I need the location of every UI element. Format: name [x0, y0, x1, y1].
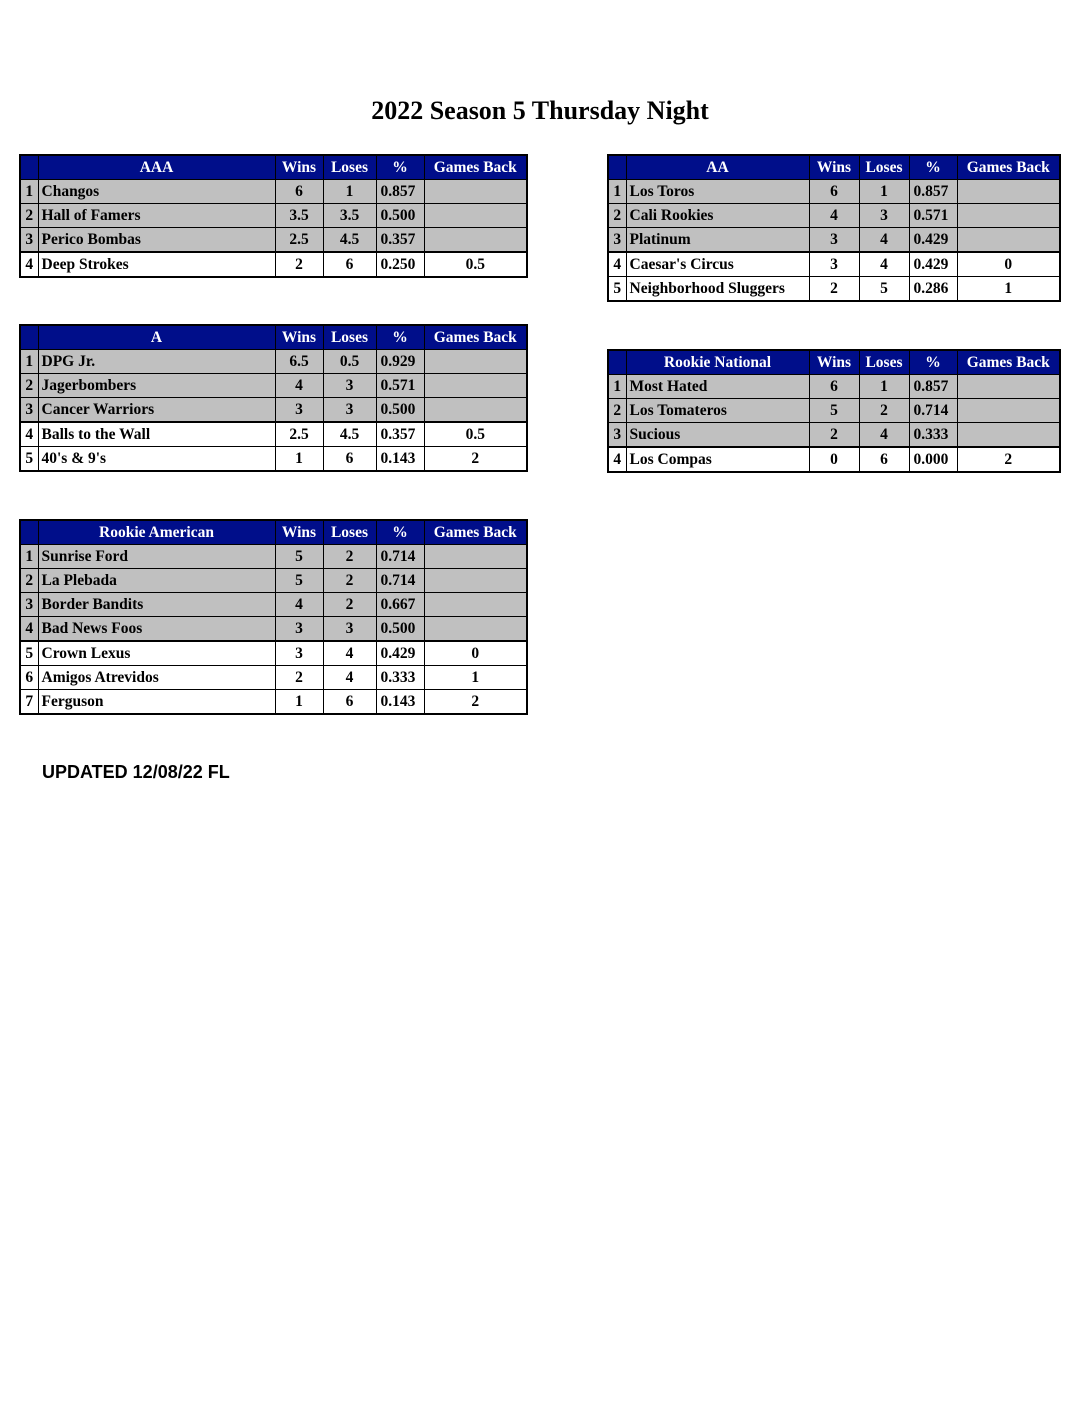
- team-loses: 4.5: [323, 228, 376, 253]
- team-name: 40's & 9's: [38, 447, 275, 472]
- team-games-back: [957, 204, 1060, 228]
- team-games-back: [424, 228, 527, 253]
- team-name: Neighborhood Sluggers: [626, 277, 809, 302]
- team-pct: 0.429: [909, 228, 957, 253]
- team-wins: 3: [275, 617, 323, 642]
- team-loses: 4: [859, 228, 909, 253]
- table-row: [20, 617, 527, 642]
- team-wins: 5: [275, 569, 323, 593]
- team-games-back: [424, 545, 527, 569]
- table-row: [20, 641, 527, 666]
- team-name: Los Tomateros: [626, 399, 809, 423]
- team-wins: 3: [809, 252, 859, 277]
- team-pct: 0.714: [376, 545, 424, 569]
- header-corner: [20, 155, 38, 180]
- team-games-back: 0.5: [424, 252, 527, 277]
- col-wins-header: Wins: [809, 155, 859, 180]
- team-games-back: 1: [424, 666, 527, 690]
- team-loses: 2: [323, 593, 376, 617]
- team-loses: 4: [859, 252, 909, 277]
- team-rank: 4: [608, 252, 626, 277]
- team-loses: 3.5: [323, 204, 376, 228]
- team-games-back: [424, 180, 527, 204]
- team-name: Hall of Famers: [38, 204, 275, 228]
- team-pct: 0.571: [376, 374, 424, 398]
- team-games-back: 2: [424, 690, 527, 715]
- team-rank: 1: [20, 180, 38, 204]
- team-games-back: 0.5: [424, 422, 527, 447]
- col-wins-header: Wins: [809, 350, 859, 375]
- team-name: Amigos Atrevidos: [38, 666, 275, 690]
- team-pct: 0.500: [376, 617, 424, 642]
- team-name: Sunrise Ford: [38, 545, 275, 569]
- team-games-back: [957, 399, 1060, 423]
- col-pct-header: %: [376, 325, 424, 350]
- table-row: [608, 447, 1060, 472]
- team-wins: 1: [275, 690, 323, 715]
- team-games-back: 2: [957, 447, 1060, 472]
- table-row: [20, 447, 527, 472]
- team-wins: 5: [275, 545, 323, 569]
- team-rank: 2: [608, 399, 626, 423]
- team-rank: 3: [608, 228, 626, 253]
- team-games-back: [957, 180, 1060, 204]
- team-name: Most Hated: [626, 375, 809, 399]
- team-wins: 3: [275, 641, 323, 666]
- team-pct: 0.571: [909, 204, 957, 228]
- col-gb-header: Games Back: [424, 155, 527, 180]
- team-rank: 5: [20, 447, 38, 472]
- team-name: Cali Rookies: [626, 204, 809, 228]
- team-games-back: 2: [424, 447, 527, 472]
- table-row: [20, 204, 527, 228]
- standings-table-aaa: [19, 154, 528, 278]
- table-row: [20, 545, 527, 569]
- team-pct: 0.000: [909, 447, 957, 472]
- team-rank: 3: [608, 423, 626, 448]
- division-name: AA: [626, 155, 809, 180]
- team-rank: 2: [608, 204, 626, 228]
- col-loses-header: Loses: [859, 350, 909, 375]
- header-corner: [608, 350, 626, 375]
- team-rank: 1: [20, 350, 38, 374]
- col-pct-header: %: [909, 350, 957, 375]
- team-rank: 3: [20, 228, 38, 253]
- team-name: Los Compas: [626, 447, 809, 472]
- team-wins: 6: [809, 375, 859, 399]
- team-pct: 0.143: [376, 447, 424, 472]
- team-games-back: [424, 569, 527, 593]
- table-row: [608, 180, 1060, 204]
- team-wins: 6: [275, 180, 323, 204]
- table-row: [20, 228, 527, 253]
- team-pct: 0.357: [376, 422, 424, 447]
- col-pct-header: %: [909, 155, 957, 180]
- team-name: Ferguson: [38, 690, 275, 715]
- division-name: Rookie American: [38, 520, 275, 545]
- team-loses: 1: [323, 180, 376, 204]
- team-wins: 1: [275, 447, 323, 472]
- team-loses: 1: [859, 375, 909, 399]
- team-wins: 6: [809, 180, 859, 204]
- team-pct: 0.143: [376, 690, 424, 715]
- team-games-back: 0: [957, 252, 1060, 277]
- team-games-back: [424, 350, 527, 374]
- team-rank: 4: [608, 447, 626, 472]
- team-rank: 2: [20, 569, 38, 593]
- team-pct: 0.500: [376, 398, 424, 423]
- table-row: [608, 228, 1060, 253]
- col-gb-header: Games Back: [424, 325, 527, 350]
- col-wins-header: Wins: [275, 155, 323, 180]
- header-corner: [20, 520, 38, 545]
- team-wins: 0: [809, 447, 859, 472]
- team-loses: 6: [323, 447, 376, 472]
- standings-table-rookie-american: [19, 519, 528, 715]
- team-name: Deep Strokes: [38, 252, 275, 277]
- team-name: La Plebada: [38, 569, 275, 593]
- team-loses: 3: [323, 398, 376, 423]
- team-wins: 3.5: [275, 204, 323, 228]
- standings-table-a: [19, 324, 528, 472]
- team-rank: 7: [20, 690, 38, 715]
- team-pct: 0.714: [376, 569, 424, 593]
- team-wins: 6.5: [275, 350, 323, 374]
- team-loses: 6: [323, 690, 376, 715]
- team-wins: 2.5: [275, 422, 323, 447]
- table-row: [20, 374, 527, 398]
- col-loses-header: Loses: [323, 155, 376, 180]
- col-loses-header: Loses: [323, 520, 376, 545]
- team-name: Border Bandits: [38, 593, 275, 617]
- team-rank: 6: [20, 666, 38, 690]
- team-pct: 0.429: [376, 641, 424, 666]
- division-name: Rookie National: [626, 350, 809, 375]
- team-name: Sucious: [626, 423, 809, 448]
- team-games-back: [424, 374, 527, 398]
- table-row: [20, 690, 527, 715]
- updated-note: UPDATED 12/08/22 FL: [42, 762, 230, 782]
- team-pct: 0.857: [909, 180, 957, 204]
- team-name: Balls to the Wall: [38, 422, 275, 447]
- page-title: 2022 Season 5 Thursday Night: [371, 96, 709, 125]
- team-wins: 4: [275, 593, 323, 617]
- team-wins: 2: [809, 423, 859, 448]
- team-name: Jagerbombers: [38, 374, 275, 398]
- team-loses: 3: [323, 617, 376, 642]
- team-loses: 4: [323, 641, 376, 666]
- team-games-back: [424, 204, 527, 228]
- team-games-back: [957, 423, 1060, 448]
- team-games-back: [424, 593, 527, 617]
- table-row: [608, 375, 1060, 399]
- team-games-back: 1: [957, 277, 1060, 302]
- team-loses: 6: [859, 447, 909, 472]
- table-row: [20, 398, 527, 423]
- table-row: [608, 423, 1060, 448]
- team-name: Platinum: [626, 228, 809, 253]
- table-row: [608, 277, 1060, 302]
- team-rank: 1: [20, 545, 38, 569]
- team-loses: 4: [859, 423, 909, 448]
- table-row: [608, 252, 1060, 277]
- team-rank: 3: [20, 593, 38, 617]
- team-loses: 5: [859, 277, 909, 302]
- team-pct: 0.500: [376, 204, 424, 228]
- team-pct: 0.857: [909, 375, 957, 399]
- team-games-back: [957, 375, 1060, 399]
- team-loses: 2: [859, 399, 909, 423]
- table-row: [608, 204, 1060, 228]
- table-row: [20, 422, 527, 447]
- team-pct: 0.357: [376, 228, 424, 253]
- col-pct-header: %: [376, 520, 424, 545]
- division-name: A: [38, 325, 275, 350]
- col-wins-header: Wins: [275, 520, 323, 545]
- team-rank: 4: [20, 422, 38, 447]
- table-row: [20, 252, 527, 277]
- team-pct: 0.667: [376, 593, 424, 617]
- team-name: Los Toros: [626, 180, 809, 204]
- team-pct: 0.250: [376, 252, 424, 277]
- team-wins: 2.5: [275, 228, 323, 253]
- team-loses: 6: [323, 252, 376, 277]
- team-loses: 2: [323, 545, 376, 569]
- team-pct: 0.333: [909, 423, 957, 448]
- team-wins: 3: [809, 228, 859, 253]
- team-pct: 0.429: [909, 252, 957, 277]
- team-loses: 4.5: [323, 422, 376, 447]
- team-loses: 4: [323, 666, 376, 690]
- header-corner: [608, 155, 626, 180]
- team-pct: 0.857: [376, 180, 424, 204]
- col-loses-header: Loses: [859, 155, 909, 180]
- team-loses: 3: [323, 374, 376, 398]
- team-name: Crown Lexus: [38, 641, 275, 666]
- table-row: [20, 180, 527, 204]
- standings-table-aa: [607, 154, 1061, 302]
- team-loses: 1: [859, 180, 909, 204]
- standings-table-rookie-national: [607, 349, 1061, 473]
- team-rank: 1: [608, 180, 626, 204]
- table-row: [20, 593, 527, 617]
- team-name: Perico Bombas: [38, 228, 275, 253]
- team-pct: 0.286: [909, 277, 957, 302]
- team-rank: 2: [20, 204, 38, 228]
- col-pct-header: %: [376, 155, 424, 180]
- team-loses: 2: [323, 569, 376, 593]
- division-name: AAA: [38, 155, 275, 180]
- team-rank: 4: [20, 617, 38, 642]
- table-row: [608, 399, 1060, 423]
- team-rank: 4: [20, 252, 38, 277]
- table-row: [20, 569, 527, 593]
- team-name: Cancer Warriors: [38, 398, 275, 423]
- team-rank: 5: [20, 641, 38, 666]
- team-games-back: [957, 228, 1060, 253]
- team-rank: 3: [20, 398, 38, 423]
- team-name: Caesar's Circus: [626, 252, 809, 277]
- team-wins: 2: [809, 277, 859, 302]
- team-loses: 0.5: [323, 350, 376, 374]
- team-games-back: [424, 398, 527, 423]
- col-gb-header: Games Back: [957, 155, 1060, 180]
- col-gb-header: Games Back: [957, 350, 1060, 375]
- team-games-back: [424, 617, 527, 642]
- team-pct: 0.333: [376, 666, 424, 690]
- team-wins: 5: [809, 399, 859, 423]
- table-row: [20, 666, 527, 690]
- team-loses: 3: [859, 204, 909, 228]
- col-wins-header: Wins: [275, 325, 323, 350]
- team-name: DPG Jr.: [38, 350, 275, 374]
- col-loses-header: Loses: [323, 325, 376, 350]
- team-pct: 0.929: [376, 350, 424, 374]
- team-rank: 1: [608, 375, 626, 399]
- team-wins: 4: [275, 374, 323, 398]
- team-wins: 4: [809, 204, 859, 228]
- team-wins: 2: [275, 252, 323, 277]
- col-gb-header: Games Back: [424, 520, 527, 545]
- team-name: Changos: [38, 180, 275, 204]
- team-wins: 2: [275, 666, 323, 690]
- team-rank: 5: [608, 277, 626, 302]
- team-wins: 3: [275, 398, 323, 423]
- team-pct: 0.714: [909, 399, 957, 423]
- team-rank: 2: [20, 374, 38, 398]
- header-corner: [20, 325, 38, 350]
- team-games-back: 0: [424, 641, 527, 666]
- team-name: Bad News Foos: [38, 617, 275, 642]
- table-row: [20, 350, 527, 374]
